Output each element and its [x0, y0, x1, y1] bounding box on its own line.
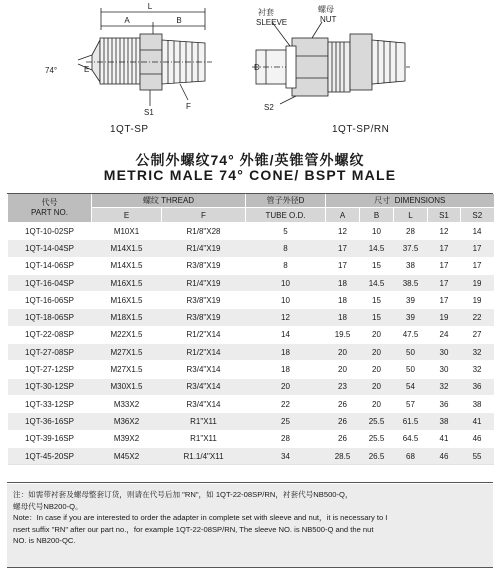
title-english: METRIC MALE 74° CONE/ BSPT MALE: [103, 167, 397, 183]
table-row: [8, 361, 494, 378]
cell-part-no: 1QT-16-04SP: [8, 274, 92, 291]
cell-dim-l: 47.5: [394, 326, 428, 343]
cell-dim-b: 15: [360, 309, 394, 326]
cell-thread-e: M33X2: [92, 395, 162, 412]
cell-dim-s1: 41: [428, 430, 461, 447]
note-cn-line-2: 螺母代号NB200-Q。: [13, 501, 83, 511]
dim-label-b: B: [176, 16, 182, 25]
caption-1qt-sp-rn: 1QT-SP/RN: [332, 124, 390, 135]
cell-thread-e: M30X1.5: [92, 378, 162, 395]
cell-dim-b: 14.5: [360, 274, 394, 291]
table-row: [8, 447, 494, 464]
cell-dim-s2: 14: [461, 223, 494, 240]
cell-tube-od: 5: [246, 223, 326, 240]
cell-part-no: 1QT-30-12SP: [8, 378, 92, 395]
cell-part-no: 1QT-45-20SP: [8, 447, 92, 464]
cell-dim-s1: 30: [428, 361, 461, 378]
cell-part-no: 1QT-14-04SP: [8, 240, 92, 257]
cell-dim-b: 10: [360, 223, 394, 240]
cell-dim-s2: 36: [461, 378, 494, 395]
dim-label-s1: S1: [144, 108, 154, 117]
table-bottom-rule: [7, 482, 493, 483]
cell-dim-s1: 12: [428, 223, 461, 240]
table-row: [8, 257, 494, 274]
cell-dim-s1: 36: [428, 395, 461, 412]
cell-part-no: 1QT-16-06SP: [8, 292, 92, 309]
cell-dim-l: 54: [394, 378, 428, 395]
note-en-line-2: nsert suffix "RN" after our part no.，for example 1QT-22-08SP/RN, The sleeve NO. is NB500-Q and the nut: [13, 524, 374, 534]
cell-dim-s2: 46: [461, 430, 494, 447]
cell-thread-f: R1/8"X28: [162, 223, 246, 240]
cell-dim-l: 38.5: [394, 274, 428, 291]
table-row: [8, 274, 494, 291]
cell-dim-a: 17: [326, 240, 360, 257]
cell-dim-s2: 38: [461, 395, 494, 412]
dim-label-l: L: [147, 2, 153, 11]
dim-label-angle: 74°: [45, 66, 58, 75]
cell-thread-f: R1/4"X19: [162, 274, 246, 291]
cell-thread-e: M16X1.5: [92, 292, 162, 309]
cell-dim-l: 64.5: [394, 430, 428, 447]
cell-dim-l: 50: [394, 361, 428, 378]
cell-thread-e: M27X1.5: [92, 344, 162, 361]
cell-dim-s1: 32: [428, 378, 461, 395]
cell-dim-l: 57: [394, 395, 428, 412]
cell-dim-s1: 19: [428, 309, 461, 326]
cell-dim-s2: 19: [461, 292, 494, 309]
note-en-line-1: Note：In case if you are interested to order the adapter in complete set with sleeve and nut，it is necessary to I: [13, 513, 388, 522]
table-row: [8, 413, 494, 430]
cell-dim-a: 26: [326, 413, 360, 430]
cell-part-no: 1QT-18-06SP: [8, 309, 92, 326]
cell-dim-b: 20: [360, 395, 394, 412]
cell-part-no: 1QT-39-16SP: [8, 430, 92, 447]
cell-dim-s2: 19: [461, 274, 494, 291]
cell-dim-a: 18: [326, 292, 360, 309]
cell-dim-s2: 27: [461, 326, 494, 343]
cell-dim-l: 39: [394, 309, 428, 326]
cell-tube-od: 18: [246, 361, 326, 378]
cell-tube-od: 12: [246, 309, 326, 326]
cell-dim-s1: 46: [428, 447, 461, 464]
header-b: B: [360, 208, 394, 223]
cell-tube-od: 22: [246, 395, 326, 412]
cell-dim-s1: 38: [428, 413, 461, 430]
cell-thread-e: M45X2: [92, 447, 162, 464]
cell-thread-f: R1/4"X19: [162, 240, 246, 257]
note-bottom-rule: [7, 567, 493, 568]
cell-thread-e: M10X1: [92, 223, 162, 240]
cell-thread-f: R3/8"X19: [162, 309, 246, 326]
table-row: [8, 430, 494, 447]
table-row: [8, 395, 494, 412]
table-row: [8, 378, 494, 395]
cell-dim-l: 28: [394, 223, 428, 240]
note-en-line-3: NO. is NB200-QC.: [13, 536, 76, 545]
cell-dim-s1: 24: [428, 326, 461, 343]
cell-thread-f: R1/2"X14: [162, 326, 246, 343]
cell-dim-s2: 55: [461, 447, 494, 464]
cell-dim-l: 37.5: [394, 240, 428, 257]
cell-dim-s2: 22: [461, 309, 494, 326]
cell-dim-s1: 17: [428, 274, 461, 291]
cell-tube-od: 8: [246, 257, 326, 274]
header-a: A: [326, 208, 360, 223]
header-s2: S2: [461, 208, 494, 223]
cell-part-no: 1QT-22-08SP: [8, 326, 92, 343]
header-f: F: [162, 208, 246, 223]
cell-dim-s2: 17: [461, 257, 494, 274]
cell-dim-s2: 41: [461, 413, 494, 430]
cell-dim-b: 20: [360, 361, 394, 378]
cell-dim-a: 12: [326, 223, 360, 240]
spec-table-body: [8, 223, 494, 465]
cell-tube-od: 18: [246, 344, 326, 361]
cell-thread-e: M36X2: [92, 413, 162, 430]
cell-thread-f: R3/4"X14: [162, 361, 246, 378]
cell-dim-b: 20: [360, 378, 394, 395]
label-nut-en: NUT: [320, 15, 337, 24]
header-dimensions: 尺寸 DIMENSIONS: [326, 194, 494, 208]
label-nut-cn: 螺母: [318, 5, 334, 14]
header-l: L: [394, 208, 428, 223]
cell-thread-e: M18X1.5: [92, 309, 162, 326]
cell-thread-f: R3/4"X14: [162, 395, 246, 412]
cell-tube-od: 14: [246, 326, 326, 343]
cell-thread-e: M14X1.5: [92, 240, 162, 257]
cell-thread-f: R3/4"X14: [162, 378, 246, 395]
dim-label-a: A: [124, 16, 130, 25]
cell-tube-od: 20: [246, 378, 326, 395]
cell-thread-f: R3/8"X19: [162, 292, 246, 309]
cell-dim-b: 26.5: [360, 447, 394, 464]
cell-tube-od: 25: [246, 413, 326, 430]
table-row: [8, 326, 494, 343]
cell-dim-b: 20: [360, 326, 394, 343]
cell-dim-s1: 30: [428, 344, 461, 361]
cell-part-no: 1QT-10-02SP: [8, 223, 92, 240]
cell-dim-s2: 32: [461, 344, 494, 361]
cell-dim-l: 38: [394, 257, 428, 274]
cell-thread-f: R1/2"X14: [162, 344, 246, 361]
label-sleeve-cn: 衬套: [258, 8, 274, 17]
table-row: [8, 344, 494, 361]
cell-tube-od: 10: [246, 274, 326, 291]
cell-thread-e: M27X1.5: [92, 361, 162, 378]
cell-dim-s2: 17: [461, 240, 494, 257]
cell-dim-a: 23: [326, 378, 360, 395]
cell-thread-f: R3/8"X19: [162, 257, 246, 274]
header-thread: 螺纹 THREAD: [92, 194, 246, 208]
header-tube-cn: 管子外径D: [246, 194, 326, 208]
cell-dim-s1: 17: [428, 240, 461, 257]
dim-label-e: E: [84, 65, 90, 74]
cell-thread-e: M22X1.5: [92, 326, 162, 343]
cell-dim-l: 39: [394, 292, 428, 309]
cell-dim-s1: 17: [428, 257, 461, 274]
cell-dim-b: 25.5: [360, 430, 394, 447]
cell-dim-a: 20: [326, 344, 360, 361]
cell-dim-a: 18: [326, 309, 360, 326]
header-s1: S1: [428, 208, 461, 223]
cell-thread-f: R1"X11: [162, 413, 246, 430]
cell-thread-e: M16X1.5: [92, 274, 162, 291]
cell-dim-a: 17: [326, 257, 360, 274]
cell-thread-e: M14X1.5: [92, 257, 162, 274]
cell-dim-s2: 32: [461, 361, 494, 378]
cell-part-no: 1QT-27-12SP: [8, 361, 92, 378]
cell-part-no: 1QT-27-08SP: [8, 344, 92, 361]
cell-dim-a: 18: [326, 274, 360, 291]
cell-dim-a: 28.5: [326, 447, 360, 464]
cell-tube-od: 8: [246, 240, 326, 257]
caption-1qt-sp: 1QT-SP: [110, 124, 149, 135]
cell-dim-b: 20: [360, 344, 394, 361]
cell-dim-a: 19.5: [326, 326, 360, 343]
cell-tube-od: 34: [246, 447, 326, 464]
cell-thread-f: R1"X11: [162, 430, 246, 447]
cell-part-no: 1QT-14-06SP: [8, 257, 92, 274]
cell-tube-od: 10: [246, 292, 326, 309]
note-cn-line-1: 注：如需带衬套及螺母整套订货，则请在代号后加 "RN"，如 1QT-22-08SP/RN，衬套代号NB500-Q，: [13, 490, 353, 499]
header-e: E: [92, 208, 162, 223]
table-row: [8, 223, 494, 240]
label-s2: S2: [264, 103, 274, 112]
order-note: [7, 484, 493, 568]
cell-dim-a: 20: [326, 361, 360, 378]
cell-dim-s1: 17: [428, 292, 461, 309]
dim-label-f: F: [186, 102, 191, 111]
cell-dim-a: 26: [326, 395, 360, 412]
cell-dim-a: 26: [326, 430, 360, 447]
table-row: [8, 292, 494, 309]
cell-part-no: 1QT-33-12SP: [8, 395, 92, 412]
cell-dim-l: 61.5: [394, 413, 428, 430]
cell-dim-b: 15: [360, 292, 394, 309]
cell-part-no: 1QT-36-16SP: [8, 413, 92, 430]
table-row: [8, 309, 494, 326]
cell-thread-f: R1.1/4"X11: [162, 447, 246, 464]
cell-dim-b: 25.5: [360, 413, 394, 430]
title-chinese: 公制外螺纹74° 外锥/英锥管外螺纹: [135, 152, 365, 168]
label-d: D: [254, 63, 260, 72]
drawings-area: [0, 0, 500, 150]
header-tube-od: TUBE O.D.: [246, 208, 326, 223]
cell-dim-b: 15: [360, 257, 394, 274]
cell-thread-e: M39X2: [92, 430, 162, 447]
cell-dim-l: 68: [394, 447, 428, 464]
cell-tube-od: 28: [246, 430, 326, 447]
cell-dim-b: 14.5: [360, 240, 394, 257]
label-sleeve-en: SLEEVE: [256, 18, 288, 27]
spec-table: [7, 194, 494, 465]
cell-dim-l: 50: [394, 344, 428, 361]
table-row: [8, 240, 494, 257]
header-part-no: 代号 PART NO.: [8, 194, 92, 223]
